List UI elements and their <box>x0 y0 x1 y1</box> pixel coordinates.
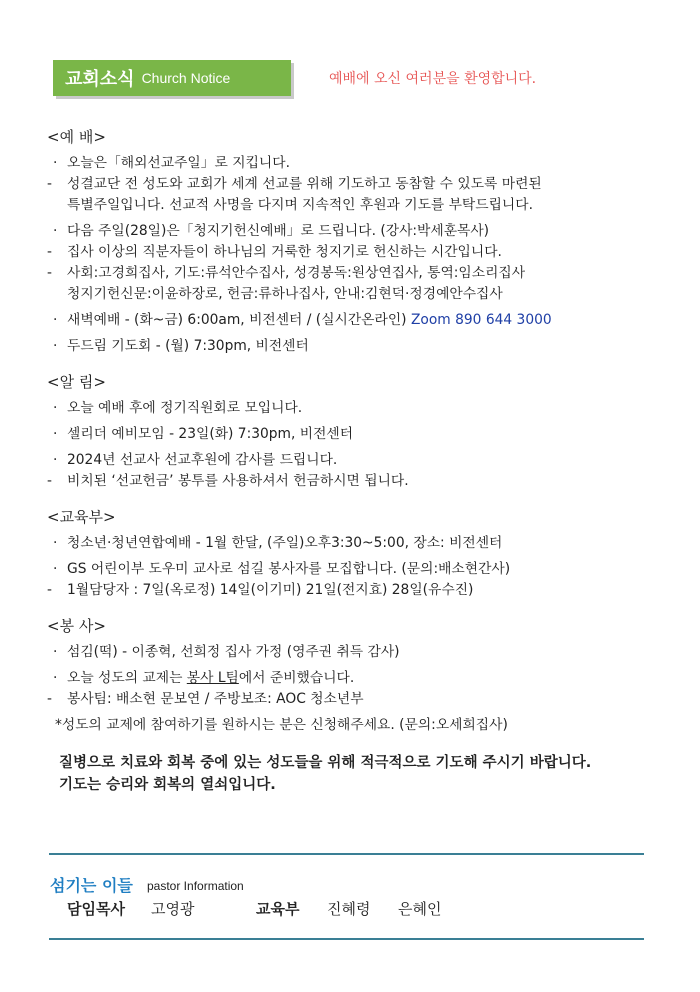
section-title-notices: <알 림> <box>47 373 106 391</box>
sub-item-text: 특별주일입니다. 선교적 사명을 다지며 지속적인 후원과 기도를 부탁드립니다. <box>67 197 533 213</box>
bullet-icon: · <box>53 338 58 354</box>
section-title-worship: <예 배> <box>47 128 106 146</box>
sub-item <box>47 471 657 492</box>
divider-bottom <box>49 938 644 940</box>
divider-top <box>49 853 644 855</box>
sub-item-text: 1월담당자 : 7일(옥로정) 14일(이기미) 21일(전지효) 28일(유수진) <box>67 582 474 598</box>
sub-item-text: 비치된 ‘선교헌금’ 봉투를 사용하셔서 헌금하시면 됩니다. <box>67 473 409 489</box>
list-item <box>47 559 657 580</box>
bullet-icon: · <box>53 535 58 551</box>
pastor-section-title: 섬기는 이들 <box>50 876 133 895</box>
service-note: *성도의 교제에 참여하기를 원하시는 분은 신청해주세요. (문의:오세희집사) <box>55 717 508 733</box>
dash-icon: - <box>47 473 52 489</box>
service-team-name: 봉사 L팀 <box>186 670 239 686</box>
prayer-line: 기도는 승리와 회복의 열쇠입니다. <box>59 777 276 793</box>
church-notice-header <box>53 60 291 96</box>
list-item <box>47 310 657 331</box>
item-text: 오늘 예배 후에 정기직원회로 모입니다. <box>67 400 303 416</box>
staff-name <box>151 898 194 919</box>
welcome-message: 예배에 오신 여러분을 환영합니다. <box>329 71 537 87</box>
bullet-icon: · <box>53 452 58 468</box>
name-text: 은혜인 <box>398 900 442 918</box>
dash-icon: - <box>47 582 52 598</box>
dash-icon: - <box>47 265 52 281</box>
bullet-icon: · <box>53 561 58 577</box>
name-text: 고영광 <box>151 900 195 918</box>
bullet-icon: · <box>53 223 58 239</box>
staff-role-senior <box>67 898 125 919</box>
sub-item <box>47 689 657 710</box>
list-item <box>47 398 657 419</box>
sub-item <box>47 263 657 284</box>
sub-item-text: 사회:고경희집사, 기도:류석안수집사, 성경봉독:원상연집사, 통역:임소리집사 <box>67 265 526 281</box>
list-item <box>47 533 657 554</box>
staff-role-education <box>256 898 299 919</box>
item-text: 새벽예배 - (화~금) 6:00am, 비전센터 / (실시간온라인) <box>67 312 411 328</box>
list-item <box>47 336 657 357</box>
item-text: 셀리더 예비모임 - 23일(화) 7:30pm, 비전센터 <box>67 426 354 442</box>
bullet-icon: · <box>53 400 58 416</box>
zoom-id: Zoom 890 644 3000 <box>410 312 552 328</box>
sub-item-continuation <box>47 284 657 305</box>
item-text: 두드림 기도회 - (월) 7:30pm, 비전센터 <box>67 338 309 354</box>
bullet-icon: · <box>53 644 58 660</box>
bullet-icon: · <box>53 312 58 328</box>
item-text: 오늘은「해외선교주일」로 지킵니다. <box>67 155 290 171</box>
dash-icon: - <box>47 691 52 707</box>
item-text: 섬김(떡) - 이종혁, 선희정 집사 가정 (영주권 취득 감사) <box>67 644 400 660</box>
sub-item-text: 봉사팀: 배소현 문보연 / 주방보조: AOC 청소년부 <box>67 691 364 707</box>
list-item <box>47 221 657 242</box>
sub-item <box>47 580 657 601</box>
notice-content <box>47 118 657 796</box>
bullet-icon: · <box>53 670 58 686</box>
staff-name <box>327 898 370 919</box>
dash-icon: - <box>47 176 52 192</box>
sub-item-continuation <box>47 195 657 216</box>
prayer-line: 질병으로 치료와 회복 중에 있는 성도들을 위해 적극적으로 기도해 주시기 바랍니다. <box>59 755 592 771</box>
bullet-icon: · <box>53 155 58 171</box>
item-text: 청소년·청년연합예배 - 1월 한달, (주일)오후3:30~5:00, 장소: 비전센터 <box>67 535 503 551</box>
sub-item-text: 성결교단 전 성도와 교회가 세계 선교를 위해 기도하고 동참할 수 있도록 마련된 <box>67 176 542 192</box>
role-label: 담임목사 <box>67 900 125 918</box>
item-text: 오늘 성도의 교제는 <box>67 670 187 686</box>
section-title-education: <교육부> <box>47 508 116 526</box>
sub-item-text: 집사 이상의 직분자들이 하나님의 거룩한 청지기로 헌신하는 시간입니다. <box>67 244 502 260</box>
dash-icon: - <box>47 244 52 260</box>
list-item <box>47 450 657 471</box>
item-text: 에서 준비했습니다. <box>238 670 355 686</box>
name-text: 진혜령 <box>327 900 371 918</box>
header-title-en: Church Notice <box>141 70 231 86</box>
section-title-service: <봉 사> <box>47 617 106 635</box>
list-item <box>47 424 657 445</box>
pastor-section-subtitle: pastor Information <box>147 879 244 893</box>
list-item <box>47 642 657 663</box>
prayer-request <box>47 752 657 796</box>
header-title-ko: 교회소식 <box>65 69 135 90</box>
item-text: 2024년 선교사 선교후원에 감사를 드립니다. <box>67 452 338 468</box>
sub-item <box>47 242 657 263</box>
bullet-icon: · <box>53 426 58 442</box>
list-item <box>47 153 657 174</box>
list-item <box>47 668 657 689</box>
sub-item-text: 청지기헌신문:이윤하장로, 헌금:류하나집사, 안내:김현덕·정경예안수집사 <box>67 286 503 302</box>
item-text: 다음 주일(28일)은「청지기헌신예배」로 드립니다. (강사:박세훈목사) <box>67 223 490 239</box>
role-label: 교육부 <box>256 900 300 918</box>
sub-item <box>47 174 657 195</box>
staff-name <box>398 898 441 919</box>
item-text: GS 어린이부 도우미 교사로 섬길 봉사자를 모집합니다. (문의:배소현간사) <box>67 561 511 577</box>
